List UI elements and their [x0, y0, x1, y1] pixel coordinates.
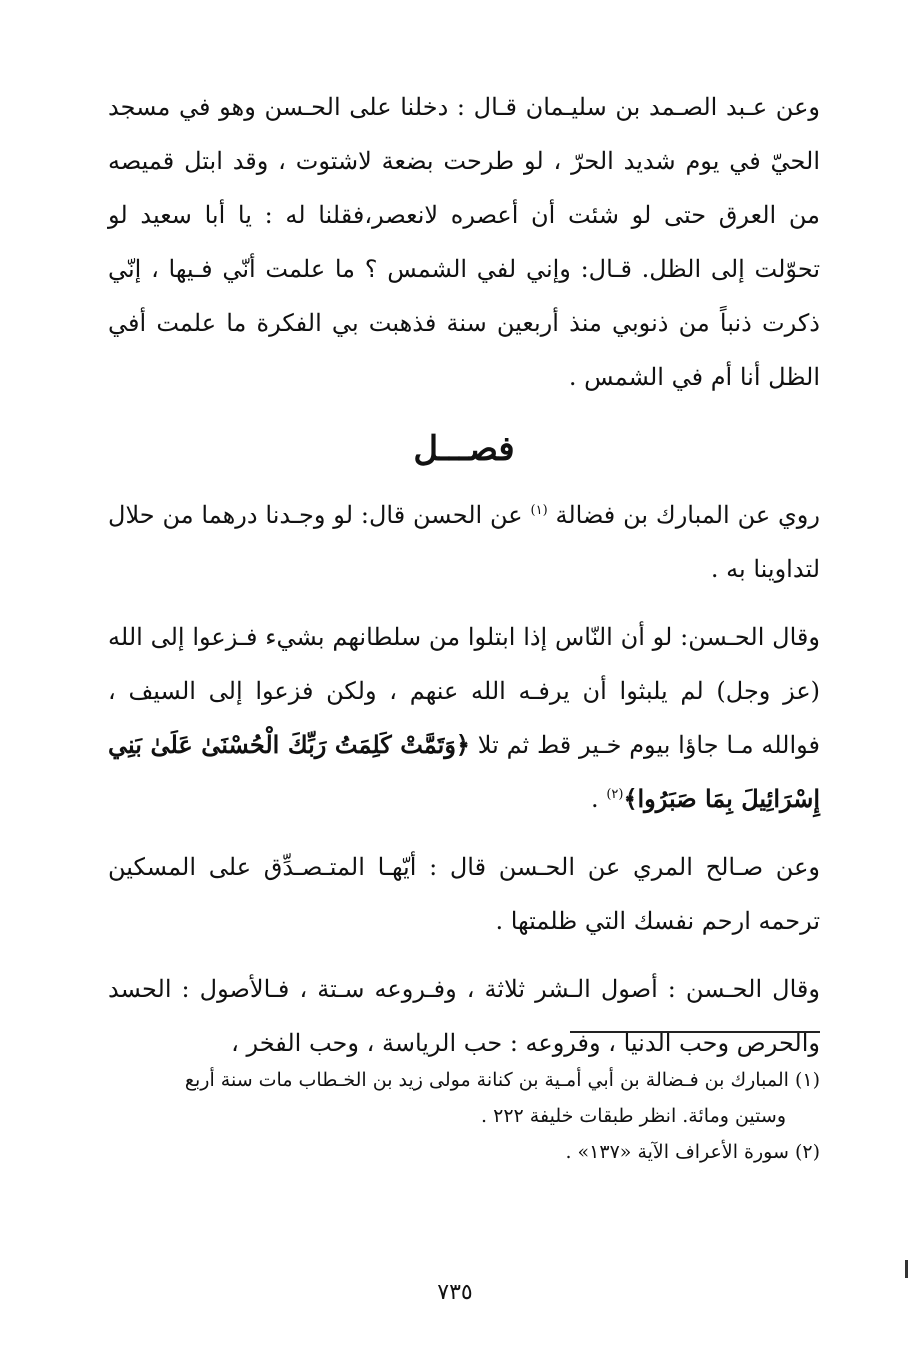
paragraph-hasan-sultan-text: وقال الحـسن: لو أن النّاس إذا ابتلوا من سلطانهم بشيء فـزعوا إلى الله (عز وجل) لم يلبثوا أن يرفـه الله عنهم ، ولكن فزعوا إلى السيف ، فوالله مـا جاؤا بيوم خـير قط ثم تلا: [108, 623, 821, 759]
footnotes: [108, 1062, 820, 1170]
footnote-1-number: (١): [794, 1069, 820, 1091]
paragraph-mubarak: [108, 488, 820, 596]
footnote-2: [108, 1134, 820, 1170]
section-heading: فصـــل: [413, 429, 515, 469]
footnote-ref-2: (٢): [606, 787, 624, 802]
footnote-1-continuation: وستين ومائة. انظر طبقات خليفة ٢٢٢ .: [481, 1105, 786, 1127]
footnote-ref-1: (١): [530, 503, 548, 518]
footnote-1: [108, 1062, 820, 1098]
quran-verse: ﴿وَتَمَّتْ كَلِمَتُ رَبِّكَ الْحُسْنَىٰ عَلَىٰ بَنِي إِسْرَائِيلَ بِمَا صَبَرُوا﴾: [108, 730, 820, 813]
footnote-2-number: (٢): [794, 1141, 820, 1163]
paragraph-salih: وعن صـالح المري عن الحـسن قال : أيّهـا المتـصـدِّق على المسكين ترحمه ارحم نفسك التي ظلمتها .: [108, 853, 820, 935]
footnote-2-text: سورة الأعراف الآية «١٣٧» .: [565, 1141, 789, 1163]
paragraph-mubarak-start: روي عن المبارك بن فضالة: [555, 501, 820, 529]
main-text: [108, 80, 820, 1070]
paragraph-abd-al-samad: وعن عـبد الصـمد بن سليـمان قـال : دخلنا على الحـسن وهو في مسجد الحيّ في يوم شديد الحرّ ، لو طرحت بضعة لاشتوت ، وقد ابتل قميصه من العرق حتى لو شئت أن أعصره لانعصر،فقلنا له : يا أبا سعيد لو تحوّلت إلى الظل. قـال: وإني لفي الشمس ؟ ما علمت أنّي فـيها ، إنّي ذكرت ذنباً من ذنوبي منذ أربعين سنة فذهبت بي الفكرة ما علمت أفي الظل أنا أم في الشمس .: [108, 93, 820, 391]
footnote-1-line1: المبارك بن فـضالة بن أبي أمـية بن كنانة مولى زيد بن الخـطاب مات سنة أربع: [184, 1069, 789, 1091]
paragraph-hasan-sultan: [108, 610, 820, 826]
paragraph-mubarak-end: عن الحسن قال: لو وجـدنا درهما من حلال لتداوينا به .: [108, 501, 820, 583]
paragraph-hasan-evil: وقال الحـسن : أصول الـشر ثلاثة ، وفـروعه سـتة ، فـالأصول : الحسد والحرص وحب الدنيا ، وفروعه : حب الرياسة ، وحب الفخر ،: [108, 975, 820, 1057]
page-number: ٧٣٥: [437, 1280, 473, 1305]
paragraph-hasan-sultan-end: .: [591, 785, 599, 813]
footnote-divider: [570, 1031, 820, 1033]
edge-mark: [905, 1260, 908, 1278]
